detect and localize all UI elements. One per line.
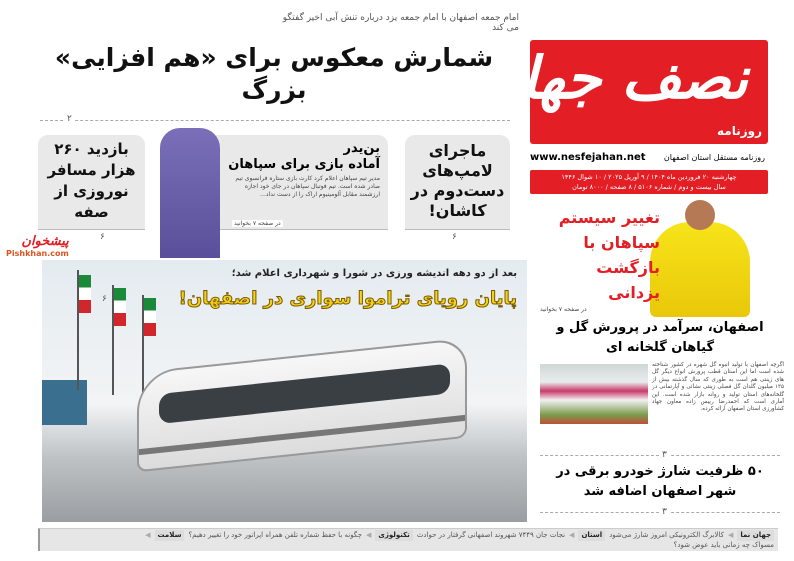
news-ticker: جهان نما ◀ کالابرگ الکترونیکی امروز شارژ می‌شود استان ◀ نجات جان ۷۴۴۹ شهروند اصفهانی گرفتار در حوادث تکنولوژی ◀ چگونه با حفظ شماره تلفن همراه اپراتور خود را تغییر دهیم؟ سلامت ◀ مسواک چه زمانی باید عوض شود؟ [38, 528, 778, 551]
ticker-item[interactable]: چگونه با حفظ شماره تلفن همراه اپراتور خود را تغییر دهیم؟ [188, 531, 363, 539]
website-link[interactable]: www.nesfejahan.net [530, 152, 646, 163]
bus [42, 380, 87, 425]
sepahan-player-photo [650, 222, 750, 317]
tram-photo[interactable] [42, 260, 527, 522]
ticker-category[interactable]: استان [578, 530, 605, 541]
player-photo [160, 128, 220, 258]
flowers-headline[interactable]: اصفهان، سرآمد در پرورش گل و گیاهان گلخانه ای [556, 320, 764, 355]
charging-headline[interactable]: ۵۰ ظرفیت شارژ خودرو برقی در شهر اصفهان اضافه شد [556, 464, 764, 499]
ticker-item[interactable]: نجات جان ۷۴۴۹ شهروند اصفهانی گرفتار در حوادث [416, 531, 566, 539]
flowers-body: اگرچه اصفهان با تولید انبوه گل شهره در کشور شناخته شده است اما این استان قطب پرورش انواع دیگر گل های زینتی هم است به طوری که سال گذشته بیش از ۱۳۵ میلیون گلدان گل فصلی زینتی نشائی و آپارتمانی در گلخانه‌های استان تولید و روانه بازار شده است. این آماری است که احمدرضا رییس زاده معاون جهاد کشاورزی استان اصفهان ارائه کرده. [652, 362, 784, 413]
sepahan-ref: در صفحه ۷ بخوانید [540, 306, 587, 313]
lead-headline[interactable]: شمارش معکوس برای «هم افزایی» بزرگ [54, 43, 494, 104]
story-box-lamps[interactable]: ماجرای لامپ‌های دست‌دوم در کاشان! [405, 135, 510, 230]
page-ref: ۳ [662, 507, 667, 517]
ticker-item[interactable]: کالابرگ الکترونیکی امروز شارژ می‌شود [609, 531, 724, 539]
story-box-sofeh[interactable]: بازدید ۲۶۰ هزار مسافر نوروزی از صفه [38, 135, 145, 230]
tram [137, 338, 467, 473]
lead-kicker: امام جمعه اصفهان با امام جمعه یزد درباره تنش آبی اخیر گفتگو می کند [282, 13, 519, 33]
page-ref: ۶ [100, 232, 105, 242]
date-line: چهارشنبه ۲۰ فروردین ماه ۱۴۰۴ / ۹ آوریل ۲۰۲۵ / ۱۰ شوال ۱۴۴۶ سال بیست و دوم / شماره ۵۱۰۶ / ۸ صفحه / ۸۰۰۰ تومان [530, 170, 768, 194]
ticker-category[interactable]: تکنولوژی [375, 530, 412, 541]
watermark: پیشخوان Pishkhan.com [6, 234, 69, 258]
sepahan-headline[interactable]: تغییر سیستم سپاهان با بازگشت یزدانی [558, 208, 660, 302]
tram-kicker: بعد از دو دهه اندیشه ورزی در شورا و شهرداری اعلام شد؛ [231, 268, 517, 279]
story-box-benyedder[interactable]: بن‌یدر آماده بازی برای سپاهان مدیر تیم سپاهان اعلام کرد کارت بازی ستاره فرانسوی تیم صادر شده است. تیم فوتبال سپاهان در جای خود اجازه ارزشمند مقابل آلومینیوم اراک را از دست نداد... در صفحه ۷ بخوانید [160, 135, 388, 230]
ticker-category[interactable]: جهان نما [737, 530, 774, 541]
ticker-category[interactable]: سلامت [155, 530, 185, 541]
page-ref: ۳ [662, 450, 667, 460]
divider [40, 120, 510, 121]
newspaper-logo: نصف جهان روزنامه [530, 40, 768, 144]
tagline: روزنامه مستقل استان اصفهان [663, 153, 765, 162]
page-ref: ۶ [102, 294, 107, 304]
page-ref: ۶ [452, 232, 457, 242]
tram-headline[interactable]: پایان رویای تراموا سواری در اصفهان! [178, 288, 517, 309]
ticker-item[interactable]: مسواک چه زمانی باید عوض شود؟ [673, 541, 774, 549]
page-ref: ۲ [67, 114, 72, 124]
greenhouse-photo [540, 364, 648, 424]
